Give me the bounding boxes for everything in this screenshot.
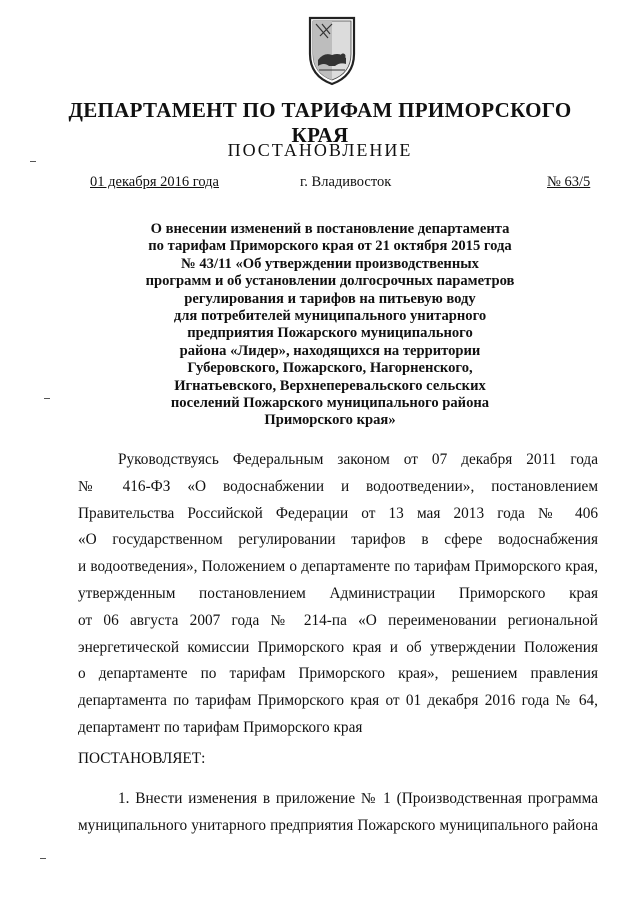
preamble-line: «О государственном регулировании тарифов в сфере водоснабжения xyxy=(78,531,598,549)
coat-of-arms-emblem xyxy=(302,14,362,86)
preamble-line: Руководствуясь Федеральным законом от 07 декабря 2011 года xyxy=(118,451,598,468)
subject-line: предприятия Пожарского муниципального xyxy=(187,325,473,342)
preamble-line: департамент по тарифам Приморского края xyxy=(78,718,363,736)
subject-line: для потребителей муниципального унитарного xyxy=(173,308,487,325)
subject-line: Приморского края» xyxy=(264,412,396,429)
preamble-line: № 416-ФЗ «О водоснабжении и водоотведении», постановлением xyxy=(78,477,598,495)
decree-heading: ПОСТАНОВЛЯЕТ: xyxy=(78,750,206,767)
subject-line: поселений Пожарского муниципального района xyxy=(170,395,490,412)
subject-line: регулирования и тарифов на питьевую воду xyxy=(184,290,476,307)
document-city: г. Владивосток xyxy=(300,174,392,190)
document-number: № 63/5 xyxy=(547,174,591,190)
preamble-paragraph xyxy=(78,447,598,742)
document-subject xyxy=(120,221,540,430)
subject-line: № 43/11 «Об утверждении производственных xyxy=(181,255,479,272)
subject-line: района «Лидер», находящихся на территории xyxy=(179,342,481,359)
department-title: ДЕПАРТАМЕНТ ПО ТАРИФАМ ПРИМОРСКОГО КРАЯ xyxy=(68,98,572,147)
scan-mark xyxy=(40,858,46,859)
preamble-line: от 06 августа 2007 года № 214-па «О переименовании региональной xyxy=(78,611,598,629)
item-line: муниципального унитарного предприятия Пожарского муниципального района xyxy=(78,816,598,834)
scan-mark xyxy=(30,161,36,162)
preamble-line: департамента по тарифам Приморского края от 01 декабря 2016 года № 64, xyxy=(78,692,598,710)
subject-line: О внесении изменений в постановление департамента xyxy=(150,221,510,237)
item-1-paragraph xyxy=(78,786,598,840)
subject-line: Губеровского, Пожарского, Нагорненского, xyxy=(187,360,473,377)
subject-line: программ и об установлении долгосрочных параметров xyxy=(145,273,515,290)
subject-line: по тарифам Приморского края от 21 октября 2015 года xyxy=(148,238,512,255)
scan-mark xyxy=(44,398,50,399)
preamble-line: Правительства Российской Федерации от 13 мая 2013 года № 406 xyxy=(78,504,598,522)
item-line: 1. Внести изменения в приложение № 1 (Производственная программа xyxy=(118,790,598,807)
preamble-line: энергетической комиссии Приморского края и об утверждении Положения xyxy=(78,638,598,656)
document-date: 01 декабря 2016 года xyxy=(90,174,219,190)
subject-line: Игнатьевского, Верхнеперевальского сельских xyxy=(174,377,486,394)
preamble-line: утвержденным постановлением Администрации Приморского края xyxy=(78,584,598,602)
preamble-line: и водоотведения», Положением о департаменте по тарифам Приморского края, xyxy=(78,558,598,576)
document-type: ПОСТАНОВЛЕНИЕ xyxy=(227,140,413,160)
preamble-line: о департаменте по тарифам Приморского края», решением правления xyxy=(78,665,598,683)
